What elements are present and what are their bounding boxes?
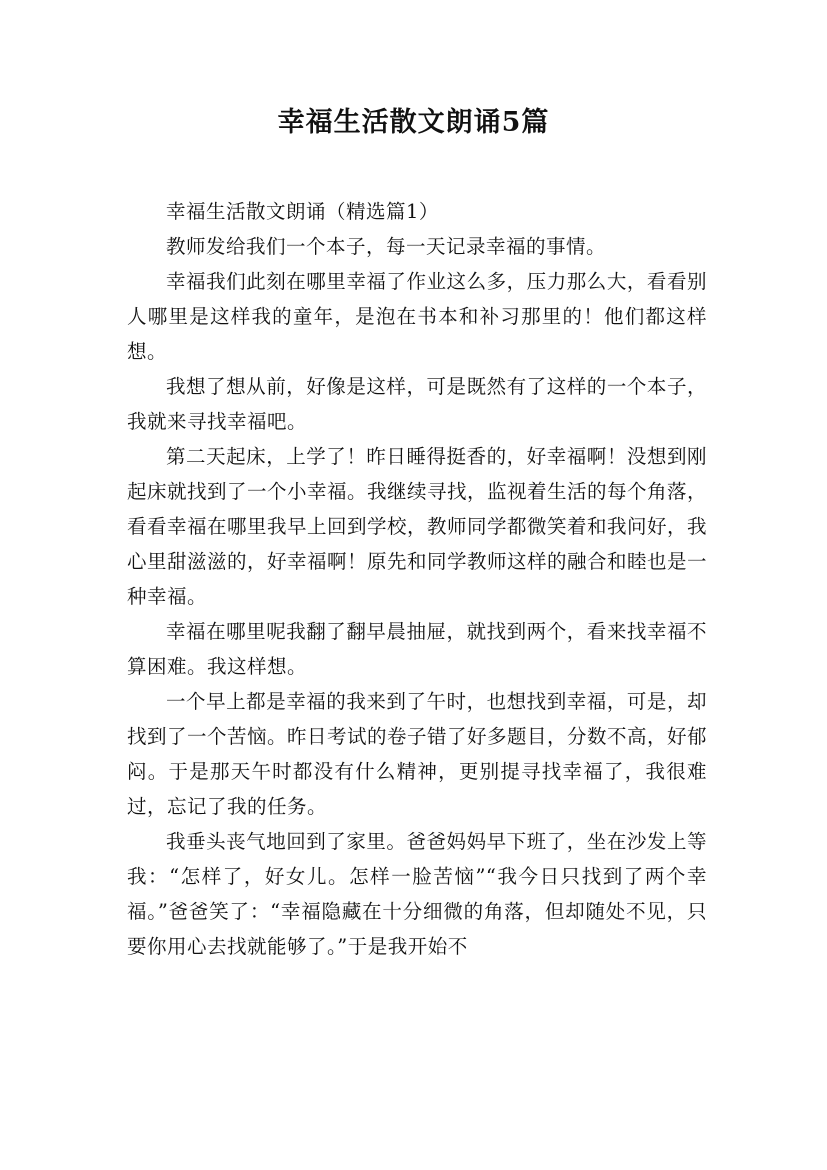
paragraph: 教师发给我们一个本子，每一天记录幸福的事情。 [166, 235, 607, 258]
document-body [127, 194, 707, 964]
paragraph: 一个早上都是幸福的我来到了午时，也想找到幸福，可是，却找到了一个苦恼。昨日考试的卷子错了好多题目，分数不高，好郁闷。于是那天午时都没有什么精神，更别提寻找幸福了，我很难过，忘记了我的任务。 [127, 690, 708, 818]
paragraph: 幸福在哪里呢我翻了翻早晨抽屉，就找到两个，看来找幸福不算困难。我这样想。 [127, 620, 707, 678]
paragraph: 第二天起床，上学了！昨日睡得挺香的，好幸福啊！没想到刚起床就找到了一个小幸福。我继续寻找，监视着生活的每个角落，看看幸福在哪里我早上回到学校，教师同学都微笑着和我问好，我心里甜滋滋的，好幸福啊！原先和同学教师这样的融合和睦也是一种幸福。 [127, 445, 708, 608]
paragraph: 我垂头丧气地回到了家里。爸爸妈妈早下班了，坐在沙发上等我：“怎样了，好女儿。怎样一脸苦恼”“我今日只找到了两个幸福。”爸爸笑了：“幸福隐藏在十分细微的角落，但却随处不见，只要你用心去找就能够了。”于是我开始不 [127, 830, 707, 958]
paragraph: 我想了想从前，好像是这样，可是既然有了这样的一个本子，我就来寻找幸福吧。 [127, 375, 707, 433]
paragraph: 幸福我们此刻在哪里幸福了作业这么多，压力那么大，看看别人哪里是这样我的童年，是泡在书本和补习那里的！他们都这样想。 [127, 270, 707, 363]
document-title: 幸福生活散文朗诵5篇 [277, 107, 550, 138]
section-heading: 幸福生活散文朗诵（精选篇1） [166, 200, 439, 223]
